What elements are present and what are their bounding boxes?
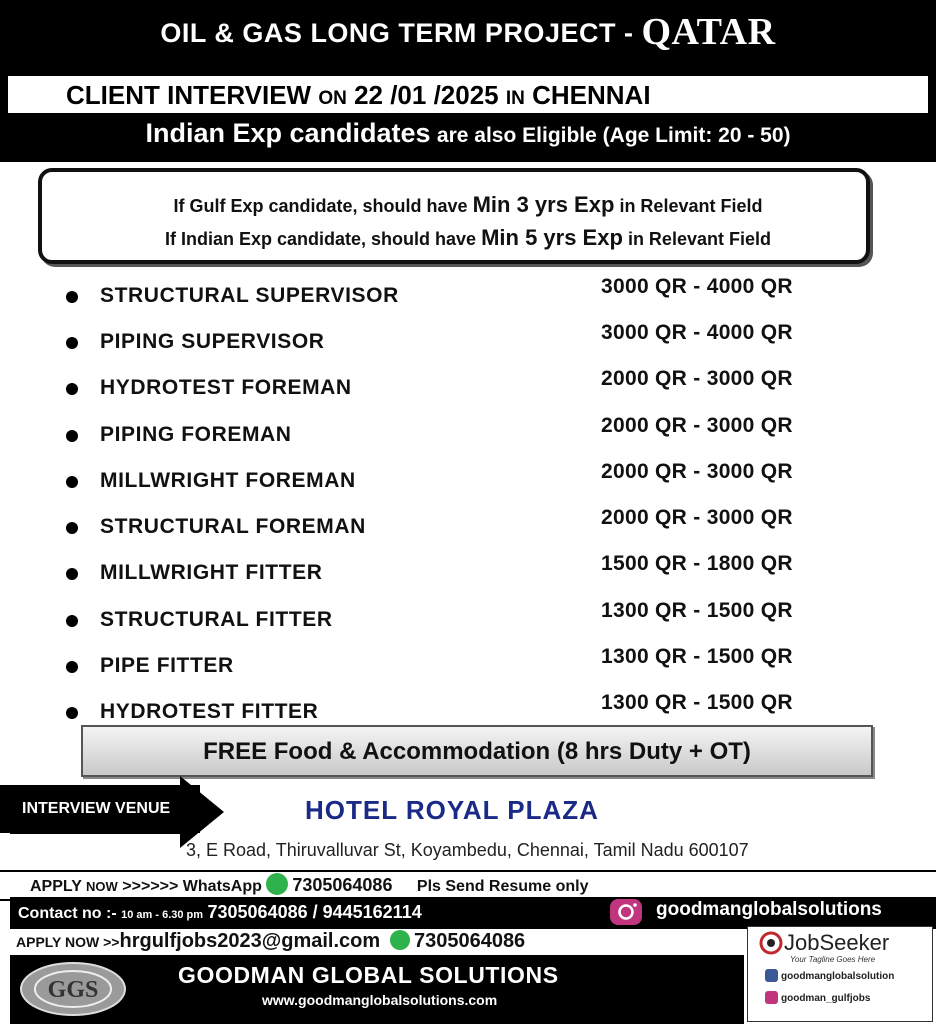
bullet-icon <box>66 568 78 580</box>
logo-text: GGS <box>47 977 99 1003</box>
job-salary: 3000 QR - 4000 QR <box>601 275 793 298</box>
job-salary: 2000 QR - 3000 QR <box>601 506 793 529</box>
interview-date-line: CLIENT INTERVIEW ON 22 /01 /2025 IN CHENNAI <box>66 80 651 110</box>
job-row <box>0 645 936 680</box>
job-salary: 1300 QR - 1500 QR <box>601 645 793 668</box>
eligibility-line: Indian Exp candidates are also Eligible (Age Limit: 20 - 50) <box>145 118 791 148</box>
bullet-icon <box>66 383 78 395</box>
job-row <box>0 552 936 587</box>
jobseeker-logo-icon <box>759 931 783 955</box>
job-row <box>0 691 936 726</box>
title-prefix: OIL & GAS LONG TERM PROJECT - <box>160 18 634 48</box>
page-title <box>0 10 936 54</box>
facebook-icon <box>765 969 778 982</box>
job-title: HYDROTEST FITTER <box>100 700 319 723</box>
job-row <box>0 367 936 402</box>
company-website[interactable]: www.goodmanglobalsolutions.com <box>262 992 498 1008</box>
whatsapp-icon <box>266 873 288 895</box>
job-row <box>0 275 936 310</box>
apply-whatsapp-line: APPLY NOW >>>>>> WhatsApp 7305064086 Pls Send Resume only <box>30 875 589 895</box>
job-row <box>0 506 936 541</box>
job-salary: 3000 QR - 4000 QR <box>601 321 793 344</box>
job-title: PIPING SUPERVISOR <box>100 330 325 353</box>
job-row <box>0 460 936 495</box>
job-row <box>0 599 936 634</box>
apply-email[interactable]: hrgulfjobs2023@gmail.com <box>119 930 381 952</box>
whatsapp-number[interactable]: 7305064086 <box>413 930 526 952</box>
job-salary: 2000 QR - 3000 QR <box>601 414 793 437</box>
hotel-name: HOTEL ROYAL PLAZA <box>305 795 599 825</box>
job-salary: 1500 QR - 1800 QR <box>601 552 793 575</box>
bullet-icon <box>66 707 78 719</box>
bullet-icon <box>66 337 78 349</box>
bullet-icon <box>66 291 78 303</box>
company-logo <box>18 958 128 1020</box>
job-title: MILLWRIGHT FITTER <box>100 561 323 584</box>
company-name: GOODMAN GLOBAL SOLUTIONS <box>178 962 559 988</box>
jobseeker-name: JobSeeker <box>784 930 890 955</box>
job-salary: 1300 QR - 1500 QR <box>601 691 793 714</box>
job-row <box>0 414 936 449</box>
whatsapp-number[interactable]: 7305064086 <box>292 875 393 895</box>
bullet-icon <box>66 615 78 627</box>
apply-email-line: APPLY NOW >>hrgulfjobs2023@gmail.com 7305064086 <box>16 930 526 952</box>
contact-numbers[interactable]: 7305064086 / 9445162114 <box>207 902 422 922</box>
bullet-icon <box>66 430 78 442</box>
instagram-handle[interactable]: goodmanglobalsolutions <box>656 899 882 920</box>
contact-line: Contact no :- 10 am - 6.30 pm 7305064086 / 9445162114 <box>18 902 422 922</box>
instagram-icon <box>765 991 778 1004</box>
requirement-gulf: If Gulf Exp candidate, should have Min 3 yrs Exp in Relevant Field <box>173 192 763 217</box>
bullet-icon <box>66 661 78 673</box>
requirement-indian: If Indian Exp candidate, should have Min 5 yrs Exp in Relevant Field <box>165 225 771 250</box>
job-title: STRUCTURAL SUPERVISOR <box>100 284 399 307</box>
instagram-icon <box>608 897 644 927</box>
jobseeker-tagline: Your Tagline Goes Here <box>790 955 876 964</box>
jobseeker-instagram[interactable]: goodman_gulfjobs <box>765 991 870 1004</box>
job-title: PIPE FITTER <box>100 654 234 677</box>
job-row <box>0 321 936 356</box>
job-salary: 2000 QR - 3000 QR <box>601 367 793 390</box>
job-title: STRUCTURAL FOREMAN <box>100 515 366 538</box>
benefits-text: FREE Food & Accommodation (8 hrs Duty + OT) <box>203 738 751 765</box>
title-country: QATAR <box>641 11 776 53</box>
bullet-icon <box>66 522 78 534</box>
job-title: STRUCTURAL FITTER <box>100 608 333 631</box>
job-salary: 2000 QR - 3000 QR <box>601 460 793 483</box>
venue-address: 3, E Road, Thiruvalluvar St, Koyambedu, Chennai, Tamil Nadu 600107 <box>186 840 749 860</box>
bullet-icon <box>66 476 78 488</box>
job-title: MILLWRIGHT FOREMAN <box>100 469 356 492</box>
jobseeker-facebook[interactable]: goodmanglobalsolution <box>765 969 894 982</box>
job-title: PIPING FOREMAN <box>100 423 292 446</box>
whatsapp-icon <box>390 930 410 950</box>
venue-label: INTERVIEW VENUE <box>22 800 171 817</box>
job-salary: 1300 QR - 1500 QR <box>601 599 793 622</box>
job-title: HYDROTEST FOREMAN <box>100 376 352 399</box>
